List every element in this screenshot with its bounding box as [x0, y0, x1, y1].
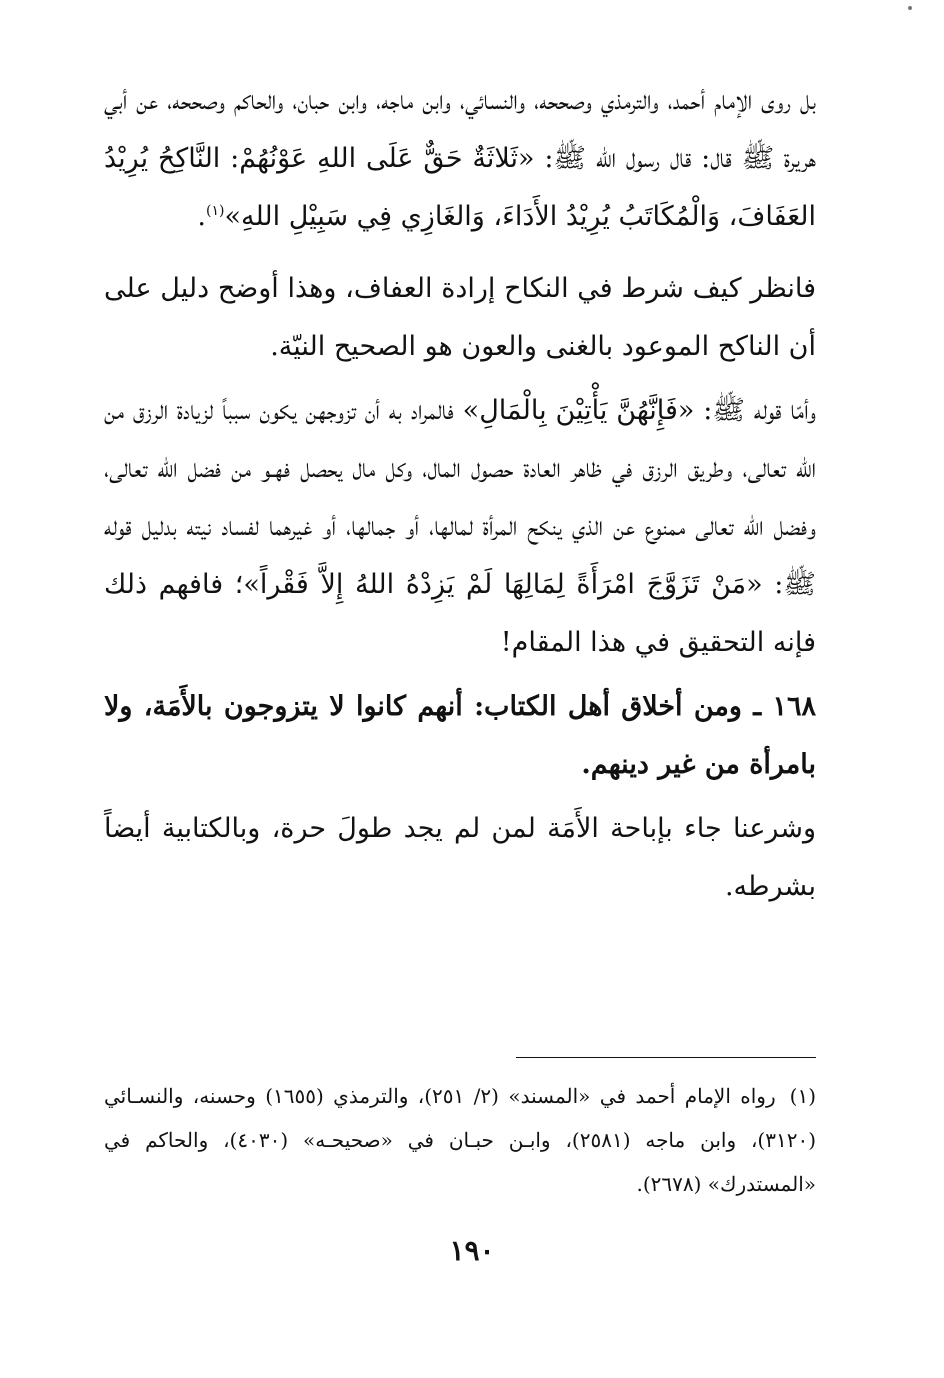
paragraph-end: ؛ فافهم ذلك فإنه التحقيق في هذا المقام!	[104, 569, 816, 658]
paragraph-text: وأمّا قوله ﷺ:	[694, 395, 816, 426]
footnote-text: رواه الإمام أحمد في «المسند» (٢/ ٢٥١)، والترمذي (١٦٥٥) وحسنه، والنسـائي (٣١٢٠)، وابن ماجه (٢٥٨١)، وابـن حبـان في «صحيحـه» (٤٠٣٠)، والحاكم في «المستدرك» (٢٦٧٨).	[104, 1084, 817, 1196]
paragraph-ruling: وشرعنا جاء بإباحة الأَمَة لمن لم يجد طولَ حرة، وبالكتابية أيضاً بشرطه.	[104, 813, 816, 902]
paragraph-text: بل روى الإمام أحمد، والترمذي وصححه، والنسائي، وابن ماجه، وابن حبان، والحاكم وصححه، عن أبي هريرة ﷺ قال: قال رسول الله ﷺ:	[104, 85, 816, 174]
footnote-divider	[516, 1057, 816, 1058]
footnote	[104, 1074, 816, 1206]
page-number: ١٩٠	[449, 1234, 495, 1267]
paragraph-end: .	[197, 201, 206, 232]
paragraph-explanation	[104, 382, 816, 672]
hadith-quote: «فَإِنَّهُنَّ يَأْتِيْنَ بِالْمَالِ»	[462, 395, 695, 426]
footnote-reference[interactable]: (١)	[206, 203, 225, 219]
paragraph-hadith-intro	[104, 72, 816, 246]
main-text	[104, 72, 816, 922]
hadith-quote: «ثَلاثَةٌ حَقٌّ عَلَى اللهِ عَوْنُهُمْ: النَّاكِحُ يُرِيْدُ العَفَافَ، وَالْمُكَاتَبُ يُرِيْدُ الأَدَاءَ، وَالغَازِي فِي سَبِيْلِ اللهِ»	[104, 143, 816, 232]
paragraph-text: فالمراد به أن تزوجهن يكون سبباً لزيادة الرزق من الله تعالى، وطريق الرزق في ظاهر العادة حصول المال، وكل مال يحصل فهـو من فضل الله تعالى، وفضل الله تعالى ممنوع عن الذي ينكح المرأة لمالها، أو جمالها، أو غيرهما لفساد نيته بدليل قوله ﷺ:	[104, 395, 816, 600]
paragraph-commentary: فانظر كيف شرط في النكاح إرادة العفاف، وهذا أوضح دليل على أن الناكح الموعود بالغنى والعون هو الصحيح النيّة.	[104, 273, 816, 362]
section-heading: ١٦٨ ـ ومن أخلاق أهل الكتاب: أنهم كانوا لا يتزوجون بالأَمَة، ولا بامرأة من غير دينهم.	[104, 691, 816, 780]
scan-speck	[908, 6, 912, 10]
hadith-quote: «مَنْ تَزَوَّجَ امْرَأَةً لِمَالِهَا لَمْ يَزِدْهُ اللهُ إِلاَّ فَقْراً»	[243, 569, 763, 600]
footnote-number: (١)	[789, 1084, 816, 1108]
